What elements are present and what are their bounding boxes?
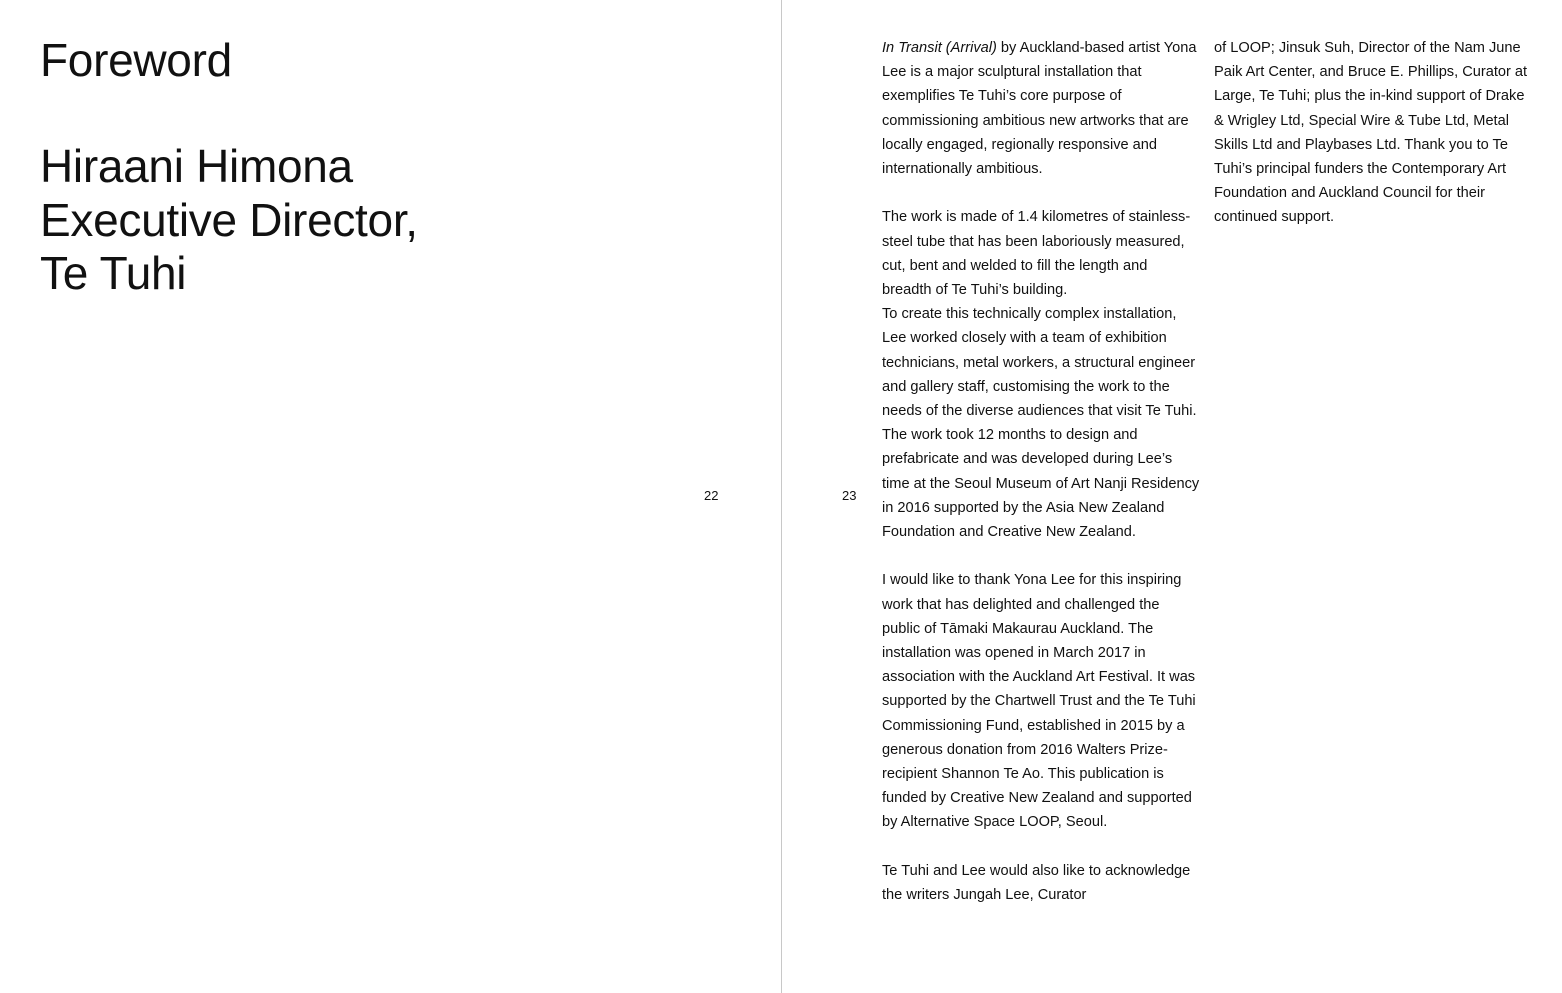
right-page — [782, 0, 1562, 993]
paragraph-thanks: I would like to thank Yona Lee for this inspiring work that has delighted and challenged the public of Tāmaki Makaurau Auckland. The installation was opened in March 2017 in association with the Auckland Art Festival. It was supported by the Chartwell Trust and the Te Tuhi Commissioning Fund, established in 2015 by a generous donation from 2016 Walters Prize-recipient Shannon Te Ao. This publication is funded by Creative New Zealand and supported by Alternative Space LOOP, Seoul. — [882, 572, 1196, 831]
body-column-2 — [1214, 36, 1532, 230]
artwork-title: In Transit (Arrival) — [882, 40, 997, 56]
author-organisation: Te Tuhi — [40, 247, 187, 299]
paragraph-acknowledgements: Te Tuhi and Lee would also like to acknowledge the writers Jungah Lee, Curator — [882, 862, 1191, 904]
paragraph-intro — [882, 36, 1200, 181]
paragraph-intro-text: by Auckland-based artist Yona Lee is a major sculptural installation that exemplifies Te Tuhi’s core purpose of commissioning ambitious new artworks that are locally engaged, regionally responsive and internationally ambitious. — [882, 40, 1197, 178]
paragraph-materials: The work is made of 1.4 kilometres of stainless-steel tube that has been laboriously measured, cut, bent and welded to fill the length and breadth of Te Tuhi’s building. — [882, 209, 1191, 299]
author-block — [40, 140, 418, 301]
page-title: Foreword — [40, 34, 232, 86]
author-role: Executive Director, — [40, 193, 418, 246]
page-number-left: 22 — [704, 488, 719, 503]
paragraph-acknowledgements-continued: of LOOP; Jinsuk Suh, Director of the Nam June Paik Art Center, and Bruce E. Phillips, Curator at Large, Te Tuhi; plus the in-kind support of Drake & Wrigley Ltd, Special Wire & Tube Ltd, Metal Skills Ltd and Playbases Ltd. Thank you to Te Tuhi’s principal funders the Contemporary Art Foundation and Auckland Council for their continued support. — [1214, 40, 1528, 226]
body-column-1 — [882, 36, 1200, 907]
author-name: Hiraani Himona — [40, 140, 353, 192]
paragraph-process: To create this technically complex installation, Lee worked closely with a team of exhibition technicians, metal workers, a structural engineer and gallery staff, customising the work to the needs of the diverse audiences that visit Te Tuhi. The work took 12 months to design and prefabricate and was developed during Lee’s time at the Seoul Museum of Art Nanji Residency in 2016 supported by the Asia New Zealand Foundation and Creative New Zealand. — [882, 306, 1200, 541]
page-number-right: 23 — [842, 488, 857, 503]
